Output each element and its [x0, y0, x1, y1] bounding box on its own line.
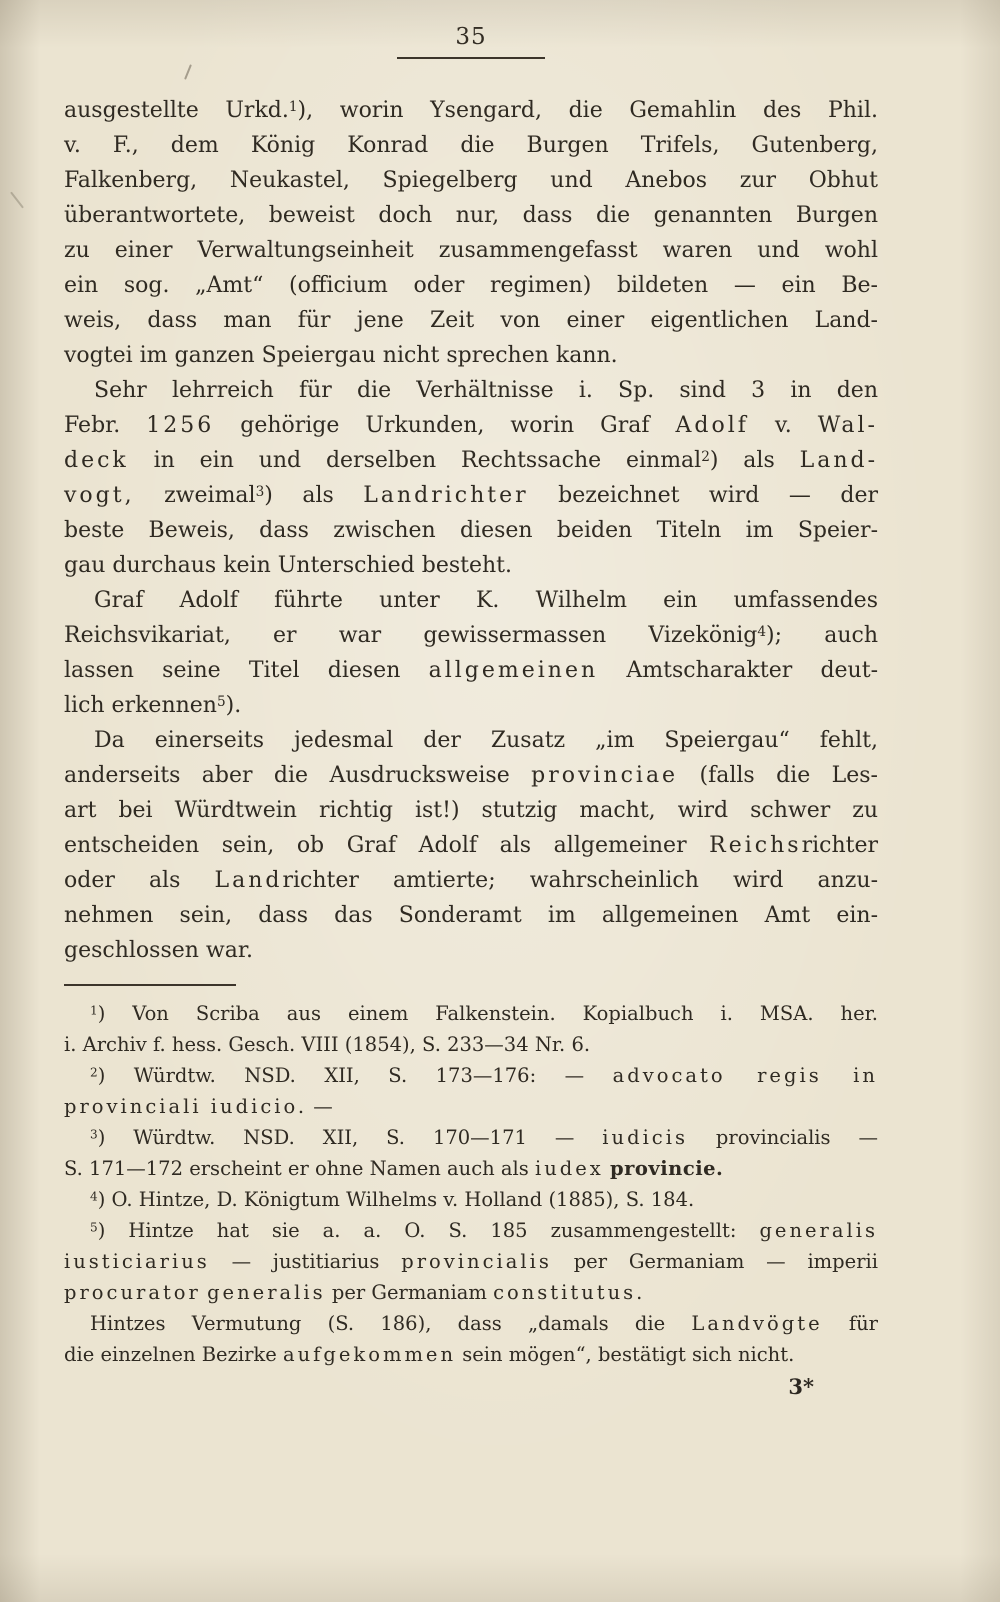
text-segment: (falls die Les-: [678, 763, 878, 788]
text-line: [64, 198, 878, 233]
paragraph: [64, 373, 878, 583]
text-segment: provinciae: [531, 763, 679, 788]
text-segment: 1256: [146, 413, 215, 438]
footnote-marker: 4: [757, 623, 767, 640]
text-segment: Landvögte: [691, 1312, 823, 1335]
text-line: [64, 408, 878, 443]
text-line: [64, 373, 878, 408]
text-segment: entscheiden sein, ob Graf Adolf als allgemeiner: [64, 833, 710, 858]
text-line: [64, 1277, 878, 1308]
paragraph: [64, 1215, 878, 1308]
text-segment: ) als: [264, 483, 364, 508]
text-line: [64, 933, 878, 968]
text-line: [64, 618, 878, 653]
text-segment: ) Würdtw. NSD. XII, S. 170—171 —: [97, 1126, 603, 1149]
text-line: [64, 998, 878, 1029]
text-segment: provincialis —: [687, 1126, 878, 1149]
text-segment: provincie.: [610, 1157, 724, 1180]
text-segment: zu einer Verwaltungseinheit zusammengefasst waren und wohl: [64, 238, 878, 263]
text-line: [64, 758, 878, 793]
text-segment: Reichsvikariat, er war gewissermassen Vizekönig: [64, 623, 758, 648]
text-segment: ein sog. „Amt“ (officium oder regimen) bildeten — ein Be-: [64, 273, 878, 298]
footnote-marker: 5: [90, 1220, 98, 1235]
text-segment: vogt,: [64, 483, 135, 508]
text-segment: ) O. Hintze, D. Königtum Wilhelms v. Holland (1885), S. 184.: [97, 1188, 695, 1211]
text-segment: iudex: [534, 1157, 604, 1180]
text-segment: v.: [748, 413, 818, 438]
text-segment: Sehr lehrreich für die Verhältnisse i. Sp. sind 3 in den: [94, 378, 878, 403]
text-line: [64, 93, 878, 128]
text-segment: lassen seine Titel diesen: [64, 658, 429, 683]
text-line: [64, 898, 878, 933]
text-line: [64, 338, 878, 373]
text-segment: allgemeinen: [428, 658, 599, 683]
text-line: [64, 1339, 878, 1370]
text-segment: Wal-: [817, 413, 878, 438]
paragraph: [64, 583, 878, 723]
text-segment: S. 171—172 erscheint er ohne Namen auch als: [64, 1157, 535, 1180]
text-line: [64, 303, 878, 338]
text-line: [64, 1215, 878, 1246]
footnote-marker: 5: [216, 693, 226, 710]
text-line: [64, 1091, 878, 1122]
paragraph: [64, 1308, 878, 1370]
footnote-marker: 1: [288, 98, 298, 115]
text-segment: generalis: [207, 1281, 326, 1304]
paragraph: [64, 1122, 878, 1184]
text-segment: — justitiarius: [209, 1250, 402, 1273]
footnotes: [64, 998, 878, 1370]
text-segment: Land-: [799, 448, 879, 473]
text-line: [64, 163, 878, 198]
text-segment: vogtei im ganzen Speiergau nicht sprechen kann.: [64, 343, 618, 368]
text-segment: provincialis: [401, 1250, 552, 1273]
text-segment: lich erkennen: [64, 693, 217, 718]
text-segment: anderseits aber die Ausdrucksweise: [64, 763, 532, 788]
footnote-marker: 2: [90, 1065, 98, 1080]
text-segment: in ein und derselben Rechtssache einmal: [128, 448, 702, 473]
text-line: [64, 548, 878, 583]
text-segment: provinciali iudicio.: [64, 1095, 308, 1118]
text-segment: i. Archiv f. hess. Gesch. VIII (1854), S. 233—34 Nr. 6.: [64, 1033, 591, 1056]
text-line: [64, 268, 878, 303]
text-segment: per Germaniam — imperii: [551, 1250, 878, 1273]
text-line: [64, 583, 878, 618]
text-segment: für: [822, 1312, 879, 1335]
text-segment: iudicis: [602, 1126, 688, 1149]
text-segment: ), worin Ysengard, die Gemahlin des Phil.: [297, 98, 878, 123]
text-line: [64, 443, 878, 478]
text-segment: ) Von Scriba aus einem Falkenstein. Kopialbuch i. MSA. her.: [97, 1002, 878, 1025]
text-segment: überantwortete, beweist doch nur, dass die genannten Burgen: [64, 203, 878, 228]
text-segment: oder als: [64, 868, 215, 893]
text-segment: Adolf: [675, 413, 749, 438]
text-segment: sein mögen“, bestätigt sich nicht.: [456, 1343, 795, 1366]
text-segment: zweimal: [134, 483, 256, 508]
text-line: [64, 793, 878, 828]
page-number-rule: [397, 57, 545, 59]
paragraph: [64, 1060, 878, 1122]
text-segment: Graf Adolf führte unter K. Wilhelm ein umfassendes: [94, 588, 878, 613]
text-segment: procurator: [64, 1281, 201, 1304]
text-segment: per Germaniam: [325, 1281, 494, 1304]
text-segment: Hintzes Vermutung (S. 186), dass „damals die: [90, 1312, 692, 1335]
text-segment: die einzelnen Bezirke: [64, 1343, 283, 1366]
text-segment: deck: [64, 448, 129, 473]
text-segment: Land: [214, 868, 283, 893]
paragraph: [64, 998, 878, 1060]
paragraph: [64, 1184, 878, 1215]
text-line: [64, 1308, 878, 1339]
text-segment: beste Beweis, dass zwischen diesen beiden Titeln im Speier-: [64, 518, 878, 543]
footnote-marker: 2: [701, 448, 710, 465]
text-line: [64, 1029, 878, 1060]
text-segment: advocato regis in: [612, 1064, 878, 1087]
text-segment: richter amtierte; wahrscheinlich wird anzu-: [282, 868, 878, 893]
footnote-marker: 3: [255, 483, 265, 500]
text-line: [64, 1184, 878, 1215]
text-segment: generalis: [759, 1219, 878, 1242]
text-segment: Da einerseits jedesmal der Zusatz „im Speiergau“ fehlt,: [94, 728, 878, 753]
text-segment: v. F., dem König Konrad die Burgen Trifels, Gutenberg,: [64, 133, 878, 158]
signature-mark: 3*: [788, 1374, 814, 1399]
footnote-marker: 3: [90, 1127, 98, 1142]
text-segment: ); auch: [766, 623, 878, 648]
text-segment: Reichs: [709, 833, 802, 858]
text-segment: iusticiarius: [64, 1250, 210, 1273]
text-segment: Landrichter: [363, 483, 529, 508]
footnote-marker: 1: [90, 1003, 98, 1018]
text-line: [64, 513, 878, 548]
text-segment: ).: [225, 693, 242, 718]
paragraph: [64, 93, 878, 373]
text-segment: Febr.: [64, 413, 147, 438]
text-segment: weis, dass man für jene Zeit von einer eigentlichen Land-: [64, 308, 878, 333]
text-segment: —: [307, 1095, 333, 1118]
text-line: [64, 1153, 878, 1184]
text-segment: gau durchaus kein Unterschied besteht.: [64, 553, 512, 578]
text-line: [64, 1122, 878, 1153]
text-line: [64, 233, 878, 268]
page-header: [64, 0, 878, 59]
text-segment: Amtscharakter deut-: [598, 658, 878, 683]
text-segment: ) als: [709, 448, 800, 473]
footnote-marker: 4: [90, 1189, 98, 1204]
text-segment: nehmen sein, dass das Sonderamt im allgemeinen Amt ein-: [64, 903, 878, 928]
text-segment: bezeichnet wird — der: [528, 483, 878, 508]
text-segment: ausgestellte Urkd.: [64, 98, 289, 123]
text-line: [64, 723, 878, 758]
text-segment: geschlossen war.: [64, 938, 253, 963]
footnote-separator-rule: [64, 984, 236, 986]
text-segment: art bei Würdtwein richtig ist!) stutzig macht, wird schwer zu: [64, 798, 878, 823]
text-line: [64, 1060, 878, 1091]
text-line: [64, 653, 878, 688]
text-line: [64, 828, 878, 863]
body-text: [64, 93, 878, 968]
text-line: [64, 863, 878, 898]
text-segment: gehörige Urkunden, worin Graf: [214, 413, 676, 438]
text-segment: aufgekommen: [282, 1343, 457, 1366]
text-line: [64, 688, 878, 723]
page-number: 35: [455, 24, 487, 50]
text-line: [64, 1246, 878, 1277]
paragraph: [64, 723, 878, 968]
text-line: [64, 478, 878, 513]
text-line: [64, 128, 878, 163]
text-segment: richter: [801, 833, 878, 858]
text-segment: Falkenberg, Neukastel, Spiegelberg und Anebos zur Obhut: [64, 168, 878, 193]
text-segment: constitutus.: [493, 1281, 646, 1304]
text-segment: ) Würdtw. NSD. XII, S. 173—176: —: [97, 1064, 613, 1087]
text-segment: ) Hintze hat sie a. a. O. S. 185 zusammengestellt:: [97, 1219, 760, 1242]
